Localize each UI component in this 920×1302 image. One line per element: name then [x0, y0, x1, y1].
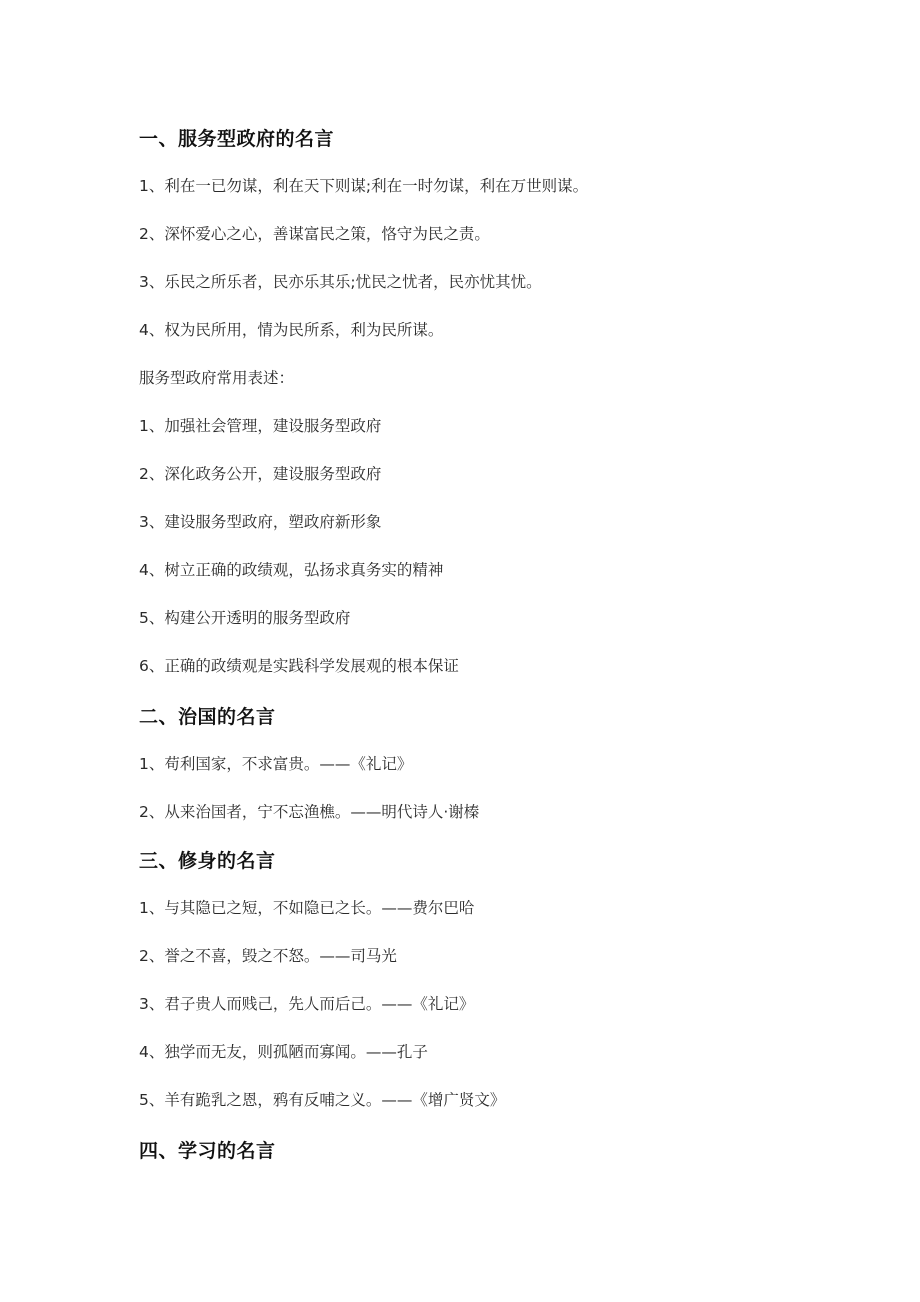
list-item: 2、从来治国者，宁不忘渔樵。——明代诗人·谢榛 — [139, 803, 480, 821]
subheading-common-expressions: 服务型政府常用表述： — [139, 369, 295, 387]
list-item: 4、树立正确的政绩观，弘扬求真务实的精神 — [139, 561, 444, 579]
section-heading-governing: 二、治国的名言 — [139, 706, 276, 728]
list-item: 3、建设服务型政府，塑政府新形象 — [139, 513, 382, 531]
list-item: 1、苟利国家，不求富贵。——《礼记》 — [139, 755, 413, 773]
list-item: 4、独学而无友，则孤陋而寡闻。——孔子 — [139, 1043, 428, 1061]
list-item: 5、羊有跪乳之恩，鸦有反哺之义。——《增广贤文》 — [139, 1091, 506, 1109]
section-heading-learning: 四、学习的名言 — [139, 1140, 276, 1162]
section-heading-service-government: 一、服务型政府的名言 — [139, 128, 335, 150]
list-item: 3、乐民之所乐者，民亦乐其乐;忧民之忧者，民亦忧其忧。 — [139, 273, 542, 291]
list-item: 2、誉之不喜，毁之不怒。——司马光 — [139, 947, 397, 965]
list-item: 1、与其隐已之短，不如隐已之长。——费尔巴哈 — [139, 899, 475, 917]
list-item: 1、利在一已勿谋，利在天下则谋;利在一时勿谋，利在万世则谋。 — [139, 177, 589, 195]
list-item: 4、权为民所用，情为民所系，利为民所谋。 — [139, 321, 444, 339]
list-item: 2、深化政务公开，建设服务型政府 — [139, 465, 382, 483]
list-item: 1、加强社会管理，建设服务型政府 — [139, 417, 382, 435]
list-item: 5、构建公开透明的服务型政府 — [139, 609, 351, 627]
list-item: 6、正确的政绩观是实践科学发展观的根本保证 — [139, 657, 459, 675]
list-item: 3、君子贵人而贱己，先人而后己。——《礼记》 — [139, 995, 475, 1013]
list-item: 2、深怀爱心之心，善谋富民之策，恪守为民之责。 — [139, 225, 490, 243]
section-heading-self-cultivation: 三、修身的名言 — [139, 850, 276, 872]
